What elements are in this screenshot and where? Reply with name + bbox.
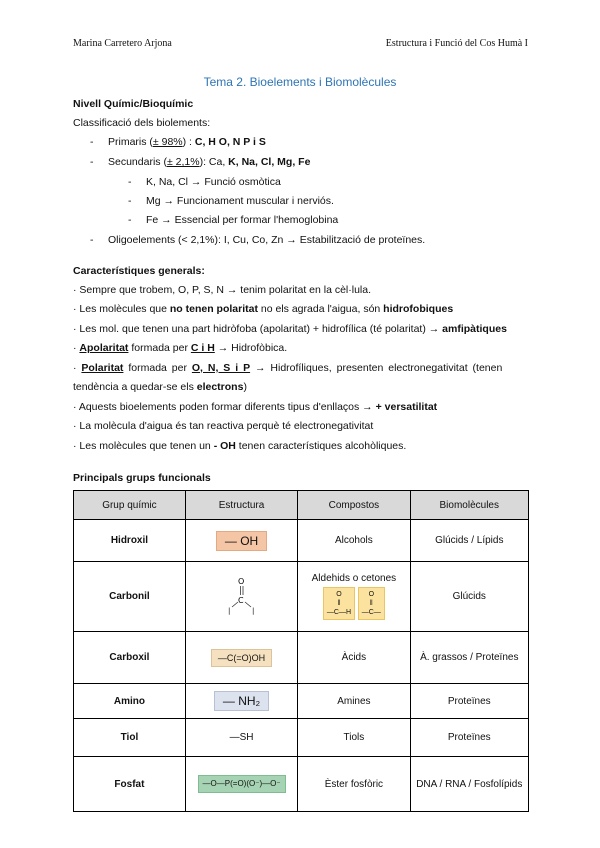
group-name: Carboxil	[109, 652, 150, 663]
list-item-primaris: - Primaris (± 98%) : C, H O, N P i S	[90, 136, 266, 148]
biomolecules-cell: DNA / RNA / Fosfolípids	[410, 757, 528, 812]
svg-text:|: |	[251, 607, 254, 615]
ketone-structure: O ‖ —C—	[358, 587, 385, 620]
svg-text:C: C	[237, 596, 244, 605]
carbonyl-structure	[185, 562, 297, 632]
level-heading: Nivell Químic/Bioquímic	[73, 98, 194, 110]
author: Marina Carretero Arjona	[73, 38, 172, 49]
table-row	[74, 520, 529, 562]
carbonyl-diagram	[222, 575, 262, 615]
compounds-label: Aldehids o cetones	[311, 573, 397, 584]
general-line-6: · Aquests bioelements poden formar diferents tipus d'enllaços → + versatilitat	[73, 401, 438, 413]
classification-heading: Classificació dels biolements:	[73, 117, 211, 129]
table-row	[74, 632, 529, 684]
page-title: Tema 2. Bioelements i Biomolècules	[203, 75, 397, 89]
general-line-1: · Sempre que trobem, O, P, S, N → tenim polaritat en la cèl·lula.	[73, 284, 372, 296]
sub-item-hemoglobin: - Fe → Essencial per formar l'hemoglobina	[128, 214, 339, 226]
general-line-5b: tendència a quedar-se els electrons)	[73, 381, 247, 393]
course-name: Estructura i Funció del Cos Humà I	[385, 38, 528, 49]
compounds-cell: Èster fosfòric	[298, 757, 410, 812]
compounds-cell: Tiols	[298, 719, 410, 757]
group-name: Hidroxil	[110, 535, 149, 546]
svg-text:|: |	[227, 607, 230, 615]
biomolecules-cell: Proteïnes	[410, 684, 528, 719]
table-row	[74, 719, 529, 757]
biomolecules-cell: Proteïnes	[410, 719, 528, 757]
table-header-row	[74, 491, 529, 520]
aldehyde-structure: O ‖ —C—H	[323, 587, 355, 620]
col-header-biomolecules: Biomolècules	[410, 491, 528, 520]
list-item-oligo: - Oligoelements (< 2,1%): I, Cu, Co, Zn → Estabilització de proteïnes.	[90, 234, 426, 246]
thiol-structure: —SH	[185, 719, 297, 757]
general-line-8: · Les molècules que tenen un - OH tenen característiques alcohòliques.	[73, 440, 407, 452]
compounds-cell	[298, 562, 410, 632]
table-row	[74, 757, 529, 812]
functional-groups-table	[73, 490, 529, 812]
general-line-7: · La molècula d'aigua és tan reactiva perquè té electronegativitat	[73, 420, 374, 432]
list-item-secundaris: - Secundaris (± 2,1%): Ca, K, Na, Cl, Mg, Fe	[90, 156, 311, 168]
table-heading: Principals grups funcionals	[73, 472, 211, 484]
table-row	[74, 684, 529, 719]
hydroxyl-structure: — OH	[216, 531, 267, 551]
col-header-structure: Estructura	[185, 491, 297, 520]
biomolecules-cell: Glúcids / Lípids	[410, 520, 528, 562]
sub-item-osmotic: - K, Na, Cl → Funció osmòtica	[128, 176, 281, 188]
general-line-5: · Polaritat formada per O, N, S i P → Hidrofíliques, presenten electronegativitat (tenen	[73, 362, 503, 374]
biomolecules-cell: Glúcids	[410, 562, 528, 632]
group-name: Carbonil	[109, 591, 150, 602]
general-line-2: · Les molècules que no tenen polaritat no els agrada l'aigua, són hidrofobiques	[73, 303, 454, 315]
sub-item-muscular: - Mg → Funcionament muscular i nerviós.	[128, 195, 334, 207]
group-name: Tiol	[120, 732, 139, 743]
general-line-4: · Apolaritat formada per C i H → Hidrofòbica.	[73, 342, 288, 354]
general-heading: Característiques generals:	[73, 265, 205, 277]
carboxyl-structure: —C(=O)OH	[211, 649, 272, 667]
group-name: Fosfat	[114, 778, 145, 790]
phosphate-structure: —O—P(=O)(O⁻)—O⁻	[198, 775, 286, 793]
table-row	[74, 562, 529, 632]
col-header-group: Grup químic	[74, 491, 186, 520]
biomolecules-cell: À. grassos / Proteïnes	[410, 632, 528, 684]
col-header-compounds: Compostos	[298, 491, 410, 520]
compounds-cell: Àcids	[298, 632, 410, 684]
aldehyde-ketone-structures	[299, 587, 408, 620]
general-line-3: · Les mol. que tenen una part hidròfoba (apolaritat) + hidrofílica (té polaritat) → amfipàtiques	[73, 323, 507, 335]
svg-text:O: O	[237, 577, 244, 586]
amino-structure: — NH₂	[214, 691, 269, 711]
group-name: Amino	[113, 695, 145, 707]
compounds-cell: Alcohols	[298, 520, 410, 562]
compounds-cell: Amines	[298, 684, 410, 719]
